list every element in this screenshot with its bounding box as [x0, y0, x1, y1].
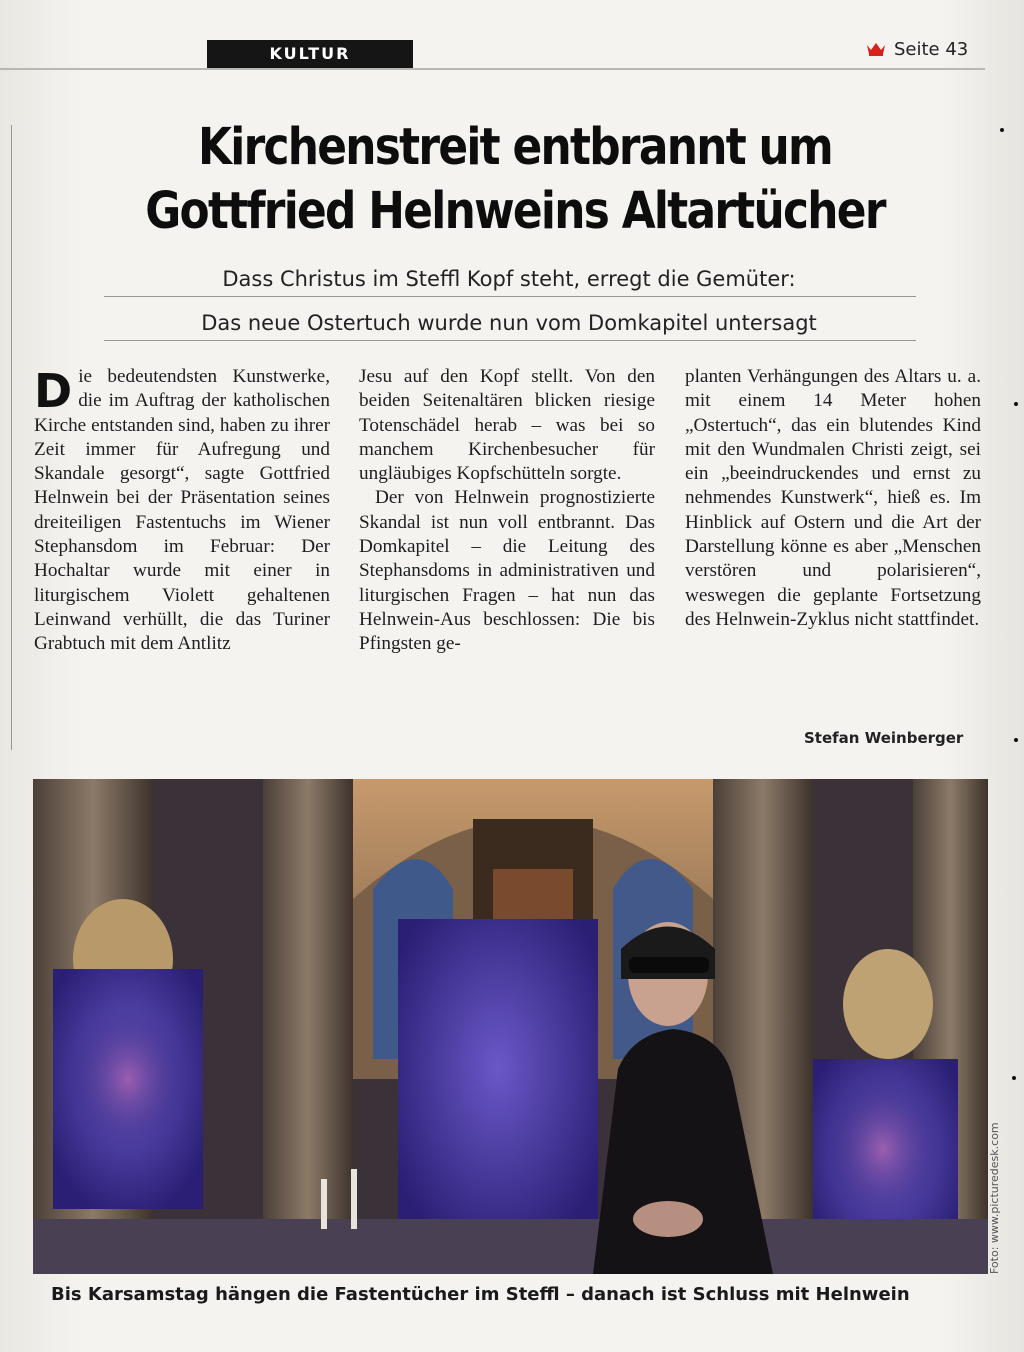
subheadline-2: Das neue Ostertuch wurde nun vom Domkapitel untersagt	[201, 311, 817, 335]
headline	[124, 116, 907, 244]
article-paragraph: Der von Helnwein prognostizierte Skandal ist nun voll entbrannt. Das Domkapitel – die Leitung des Stephansdoms in administrativen und liturgischen Fragen – hat nun das Helnwein-Aus beschlossen: Die bis Pfingsten ge-	[359, 487, 655, 655]
binding-mark	[1000, 128, 1004, 132]
article-column-2	[359, 365, 655, 657]
article-column-1	[34, 365, 330, 657]
subheadline-rule	[104, 340, 916, 341]
article-column-3	[685, 365, 981, 632]
article-photo	[33, 779, 988, 1274]
drop-cap: D	[34, 364, 73, 418]
section-label: KULTUR	[207, 40, 413, 68]
photo-credit: Foto: www.picturedesk.com	[988, 1122, 1001, 1274]
headline-line-2: Gottfried Helnweins Altartücher	[145, 182, 885, 241]
subheadline-1: Dass Christus im Steffl Kopf steht, erregt die Gemüter:	[222, 267, 796, 291]
article-paragraph: Jesu auf den Kopf stellt. Von den beiden Seitenaltären blicken riesige Totenschädel herab – was bei so manchem Kirchenbesucher für ungläubiges Kopfschütteln sorgte.	[359, 366, 655, 485]
subheadline-rule	[104, 296, 916, 297]
column-margin-rule	[11, 125, 12, 750]
byline: Stefan Weinberger	[804, 729, 964, 747]
headline-line-1: Kirchenstreit entbrannt um	[197, 118, 833, 177]
page-number-text: Seite 43	[894, 38, 969, 60]
article-paragraph: planten Verhängungen des Altars u. a. mit einem 14 Meter hohen „Ostertuch“, das ein blutendes Kind mit den Wundmalen Christi zeigt, sei ein „beeindruckendes und ernst zu nehmendes Kunstwerk“, hieß es. Im Hinblick auf Ostern und die Art der Darstellung könne es aber „Menschen verstören und polarisieren“, weswegen die geplante Fortsetzung des Helnwein-Zyklus nicht stattfindet.	[685, 366, 981, 630]
cathedral-photo	[33, 779, 988, 1274]
binding-mark	[1014, 402, 1018, 406]
binding-mark	[1012, 1076, 1016, 1080]
page-number	[866, 36, 968, 62]
binding-mark	[1014, 738, 1018, 742]
crown-icon	[866, 42, 886, 56]
header-rule	[0, 68, 985, 70]
article-paragraph: ie bedeutendsten Kunstwerke, die im Auftrag der katholischen Kirche entstanden sind, haben zu ihrer Zeit immer für Aufregung und Skandale gesorgt“, sagte Gottfried Helnwein bei der Präsentation seines dreiteiligen Fastentuchs im Wiener Stephansdom im Februar: Der Hochaltar wurde mit einer in liturgischem Violett gehaltenen Leinwand verhüllt, die das Turiner Grabtuch mit dem Antlitz	[34, 366, 330, 655]
photo-caption: Bis Karsamstag hängen die Fastentücher im Steffl – danach ist Schluss mit Helnwein	[51, 1284, 910, 1305]
